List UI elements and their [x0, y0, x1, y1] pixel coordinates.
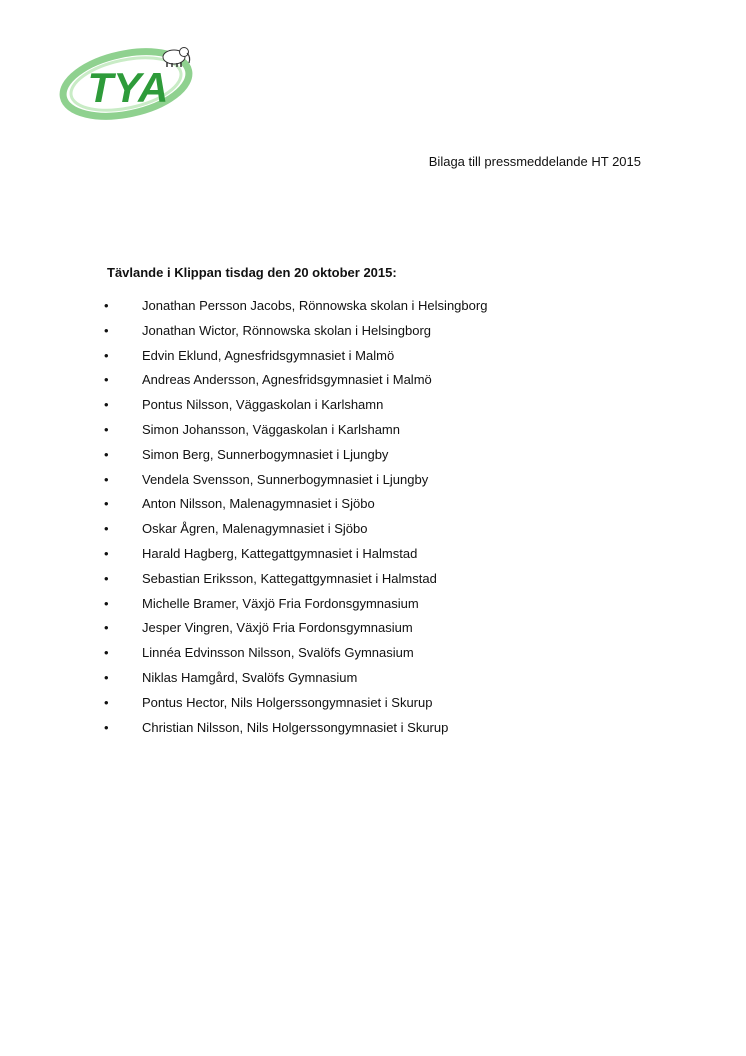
contestant-entry: Vendela Svensson, Sunnerbogymnasiet i Ljungby [142, 471, 429, 487]
contestant-entry: Pontus Hector, Nils Holgerssongymnasiet i Skurup [142, 694, 433, 710]
bullet-icon: • [104, 397, 109, 413]
list-item [0, 370, 746, 395]
list-item [0, 569, 746, 594]
contestant-entry: Andreas Andersson, Agnesfridsgymnasiet i Malmö [142, 372, 432, 388]
list-item [0, 395, 746, 420]
list-item [0, 544, 746, 569]
bullet-icon: • [104, 545, 109, 561]
contestant-entry: Harald Hagberg, Kattegattgymnasiet i Halmstad [142, 545, 418, 561]
list-item [0, 668, 746, 693]
bullet-icon: • [104, 496, 109, 512]
bullet-icon: • [104, 645, 109, 661]
bullet-icon: • [104, 471, 109, 487]
contestant-entry: Sebastian Eriksson, Kattegattgymnasiet i Halmstad [142, 570, 437, 586]
list-item [0, 594, 746, 619]
bullet-icon: • [104, 421, 109, 437]
contestant-entry: Jonathan Wictor, Rönnowska skolan i Helsingborg [142, 322, 432, 338]
contestant-list [0, 296, 746, 742]
list-item [0, 494, 746, 519]
contestant-entry: Simon Johansson, Väggaskolan i Karlshamn [142, 421, 400, 437]
contestant-entry: Simon Berg, Sunnerbogymnasiet i Ljungby [142, 446, 389, 462]
contestant-entry: Michelle Bramer, Växjö Fria Fordonsgymnasium [142, 595, 419, 611]
list-item [0, 718, 746, 743]
bullet-icon: • [104, 372, 109, 388]
contestant-entry: Christian Nilsson, Nils Holgerssongymnasiet i Skurup [142, 719, 449, 735]
list-item [0, 693, 746, 718]
bullet-icon: • [104, 719, 109, 735]
bullet-icon: • [104, 595, 109, 611]
bullet-icon: • [104, 620, 109, 636]
contestant-entry: Jonathan Persson Jacobs, Rönnowska skolan i Helsingborg [142, 298, 488, 313]
tya-logo [58, 42, 198, 124]
bullet-icon: • [104, 570, 109, 586]
contestant-entry: Pontus Nilsson, Väggaskolan i Karlshamn [142, 397, 384, 413]
contestant-entry: Niklas Hamgård, Svalöfs Gymnasium [142, 669, 358, 685]
list-item [0, 420, 746, 445]
bullet-icon: • [104, 521, 109, 537]
list-item [0, 470, 746, 495]
list-item [0, 296, 746, 321]
bullet-icon: • [104, 446, 109, 462]
attachment-note: Bilaga till pressmeddelande HT 2015 [428, 154, 641, 169]
bullet-icon: • [104, 347, 109, 363]
list-item [0, 445, 746, 470]
contestant-entry: Jesper Vingren, Växjö Fria Fordonsgymnasium [142, 620, 413, 636]
contestant-entry: Edvin Eklund, Agnesfridsgymnasiet i Malmö [142, 347, 395, 363]
logo-text: TYA [87, 64, 169, 111]
list-item [0, 643, 746, 668]
bullet-icon: • [104, 322, 109, 338]
list-item [0, 618, 746, 643]
contestant-entry: Oskar Ågren, Malenagymnasiet i Sjöbo [142, 521, 368, 537]
bullet-icon: • [104, 694, 109, 710]
list-item [0, 346, 746, 371]
bullet-icon: • [104, 298, 109, 313]
list-item [0, 519, 746, 544]
bullet-icon: • [104, 669, 109, 685]
list-heading: Tävlande i Klippan tisdag den 20 oktober 2015: [107, 265, 397, 280]
list-item [0, 321, 746, 346]
contestant-entry: Anton Nilsson, Malenagymnasiet i Sjöbo [142, 496, 375, 512]
tya-logo-graphic [58, 42, 198, 124]
contestant-entry: Linnéa Edvinsson Nilsson, Svalöfs Gymnasium [142, 645, 414, 661]
